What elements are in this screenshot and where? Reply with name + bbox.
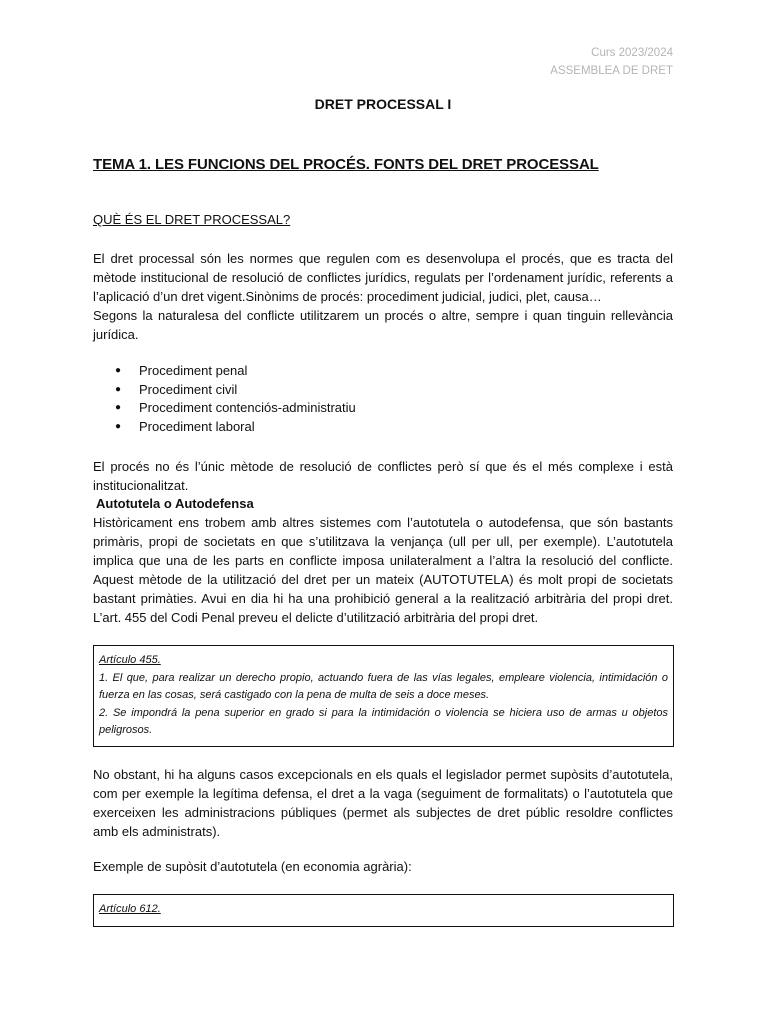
article-455-clause-2: 2. Se impondrá la pena superior en grado si para la intimidación o violencia se hiciera uso de armas u objetos peligrosos. xyxy=(99,706,668,736)
paragraph-definition: El dret processal són les normes que regulen com es desenvolupa el procés, que es tracta del mètode institucional de resolució de conflictes jurídics, regulats per l’ordenament jurídic, referents a l’aplicació d’un dret vigent.Sinònims de procés: procediment judicial, judici, plet, causa… xyxy=(93,251,673,304)
article-455-box xyxy=(93,645,674,747)
paragraph-exceptions: No obstant, hi ha alguns casos excepcionals en els quals el legislador permet supòsits d’autotutela, com per exemple la legítima defensa, el dret a la vaga (seguiment de formalitats) o l’autotutela que exerceixen les administracions públiques (permet als subjectes de dret públic resoldre conflictes amb els administrats). xyxy=(93,767,673,839)
document-title: DRET PROCESSAL I xyxy=(314,96,452,112)
procedure-list xyxy=(93,362,673,437)
assembly-name: ASSEMBLEA DE DRET xyxy=(550,65,673,77)
bullet-icon: ● xyxy=(115,402,122,414)
bullet-icon: ● xyxy=(115,421,122,433)
list-item: ● Procediment civil xyxy=(93,381,673,400)
paragraph-nature: Segons la naturalesa del conflicte utilitzarem un procés o altre, sempre i quan tinguin rellevància jurídica. xyxy=(93,308,673,342)
article-455-clause-1: 1. El que, para realizar un derecho propio, actuando fuera de las vías legales, empleare violencia, intimidación o fuerza en las cosas, será castigado con la pena de multa de seis a doce meses. xyxy=(99,671,668,701)
bullet-icon: ● xyxy=(115,365,122,376)
article-612-title: Artículo 612. xyxy=(99,903,161,915)
course-year: Curs 2023/2024 xyxy=(591,47,673,59)
list-item: ● Procediment contenciós-administratiu xyxy=(93,399,673,418)
topic-heading: TEMA 1. LES FUNCIONS DEL PROCÉS. FONTS DEL DRET PROCESSAL xyxy=(93,156,599,173)
paragraph-example: Exemple de supòsit d’autotutela (en economia agrària): xyxy=(93,859,412,874)
paragraph-process: El procés no és l’únic mètode de resolució de conflictes però sí que és el més complexe i està institucionalitzat. xyxy=(93,459,673,493)
article-455-title: Artículo 455. xyxy=(99,654,161,666)
section-heading: QUÈ ÉS EL DRET PROCESSAL? xyxy=(93,212,291,227)
paragraph-autotutela: Històricament ens trobem amb altres sistemes com l’autotutela o autodefensa, que són bastants primàris, propi de societats en que s’utilitzava la venjança (ull per ull, per exemple). L’autotutela implica que una de les parts en conflicte imposa unilateralment a l’altra la resolució del conflicte. Aquest mètode de la utilització del dret per un mateix (AUTOTUTELA) és molt propi de societats bastant primàties. Avui en dia hi ha una prohibició general a la realització arbitrària del propi dret. L’art. 455 del Codi Penal preveu el delicte d’utilització arbitrària del propi dret. xyxy=(93,515,673,625)
subheading-autotutela: Autotutela o Autodefensa xyxy=(96,496,254,511)
list-item: ● Procediment penal xyxy=(93,362,673,381)
article-612-box xyxy=(93,894,674,927)
page-header xyxy=(550,44,673,80)
bullet-icon: ● xyxy=(115,383,122,395)
list-item: ● Procediment laboral xyxy=(93,418,673,437)
